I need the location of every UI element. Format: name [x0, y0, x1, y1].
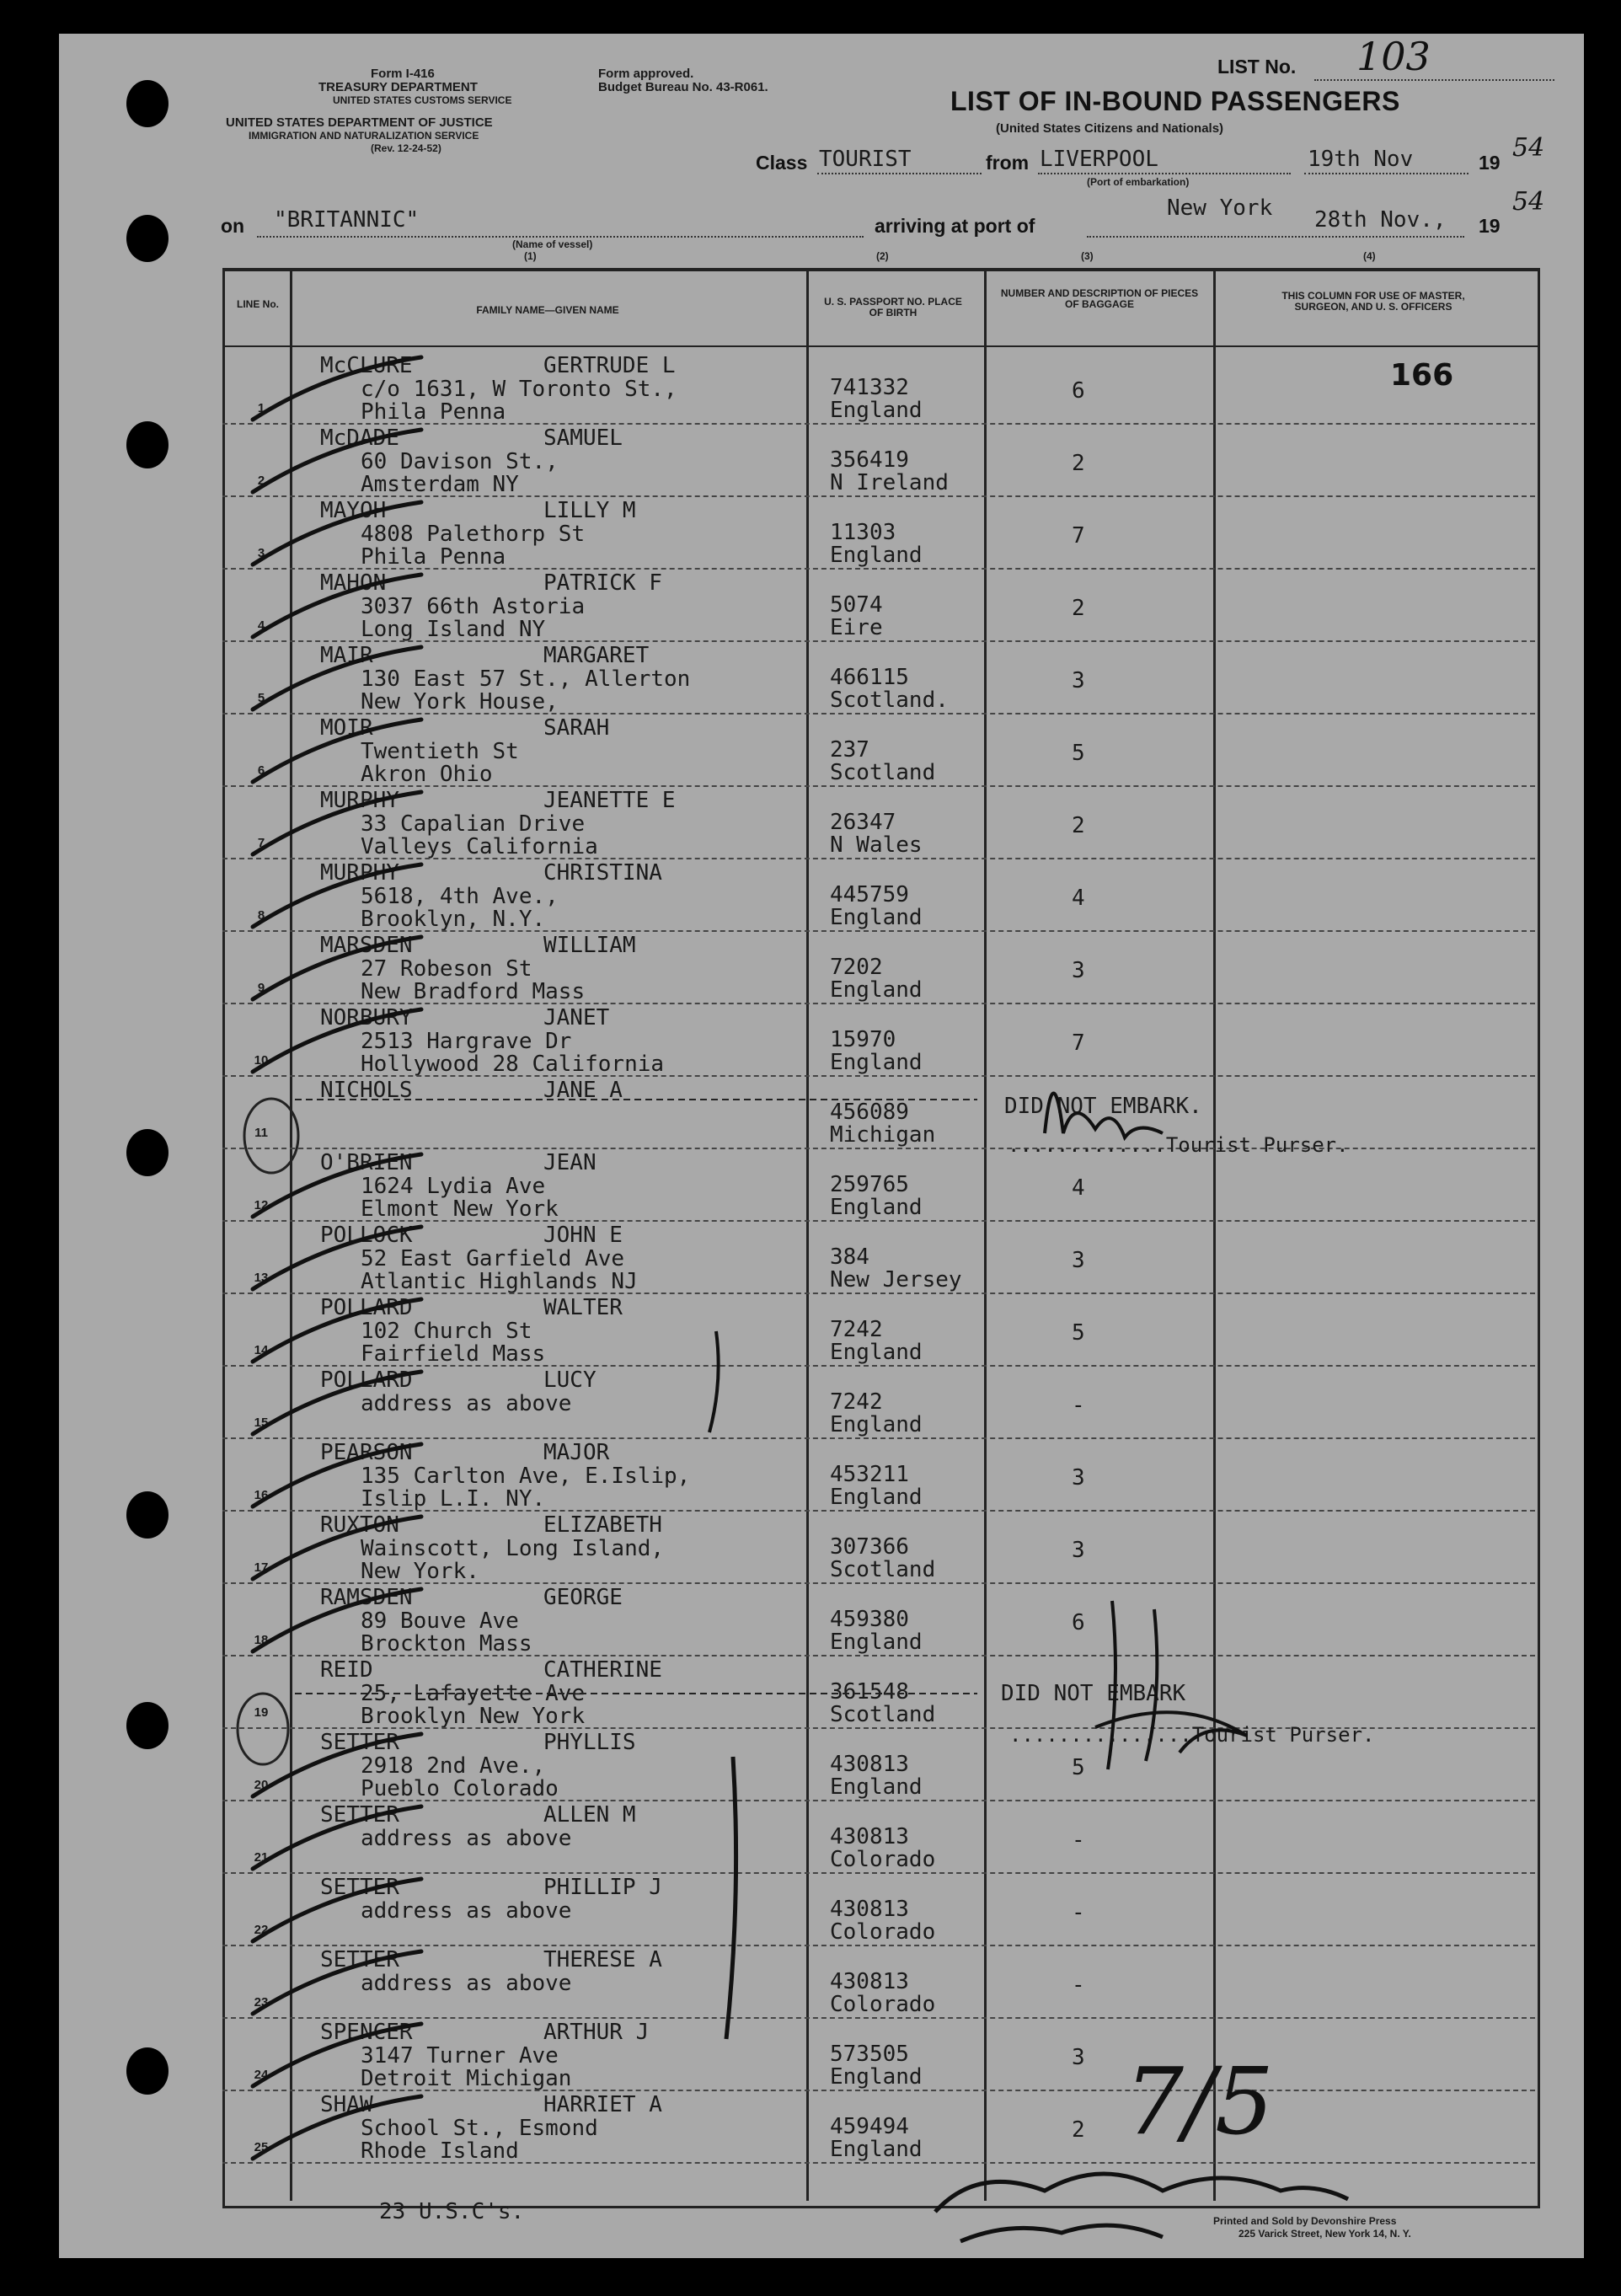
- baggage-count: 5: [1072, 1320, 1085, 1346]
- address-line-2: New York House,: [361, 689, 559, 714]
- passport-number: 384: [830, 1244, 869, 1270]
- family-name: POLLARD: [320, 1295, 413, 1320]
- place-of-birth: England: [830, 1485, 923, 1510]
- place-of-birth: Scotland: [830, 760, 936, 785]
- given-name: THERESE A: [543, 1947, 662, 1972]
- address-line-1: 130 East 57 St., Allerton: [361, 666, 691, 692]
- given-name: JANE A: [543, 1078, 623, 1103]
- given-name: JANET: [543, 1005, 610, 1030]
- revision: (Rev. 12-24-52): [371, 142, 441, 154]
- family-name: POLLOCK: [320, 1223, 413, 1248]
- line-number: 21: [254, 1850, 269, 1865]
- class-value: TOURIST: [819, 147, 912, 172]
- address-line-1: 5618, 4th Ave.,: [361, 884, 559, 909]
- address-line-1: c/o 1631, W Toronto St.,: [361, 377, 677, 402]
- given-name: MARGARET: [543, 643, 650, 668]
- place-of-birth: England: [830, 1774, 923, 1800]
- address-line-1: 25, Lafayette Ave: [361, 1681, 586, 1706]
- place-of-birth: England: [830, 1340, 923, 1365]
- line-number: 11: [254, 1126, 268, 1140]
- from-label: from: [986, 152, 1030, 174]
- did-not-embark-note: DID NOT EMBARK.: [1004, 1094, 1202, 1119]
- baggage-count: -: [1072, 1393, 1085, 1418]
- family-name: MURPHY: [320, 860, 399, 886]
- form-approved: Form approved.: [598, 67, 694, 81]
- checkmark: [253, 647, 421, 709]
- address-line-2: Valleys California: [361, 834, 598, 859]
- address-line-2: Islip L.I. NY.: [361, 1486, 546, 1512]
- passport-number: 573505: [830, 2042, 909, 2067]
- line-number: 10: [254, 1053, 269, 1068]
- column-4-number: (4): [1363, 250, 1376, 262]
- place-of-birth: Eire: [830, 615, 883, 640]
- passport-number: 307366: [830, 1534, 909, 1560]
- address-line-1: 52 East Garfield Ave: [361, 1246, 625, 1271]
- place-of-birth: Colorado: [830, 1847, 936, 1872]
- passport-number: 456089: [830, 1100, 909, 1125]
- checkmark: [253, 1806, 421, 1869]
- given-name: WALTER: [543, 1295, 623, 1320]
- checkmark: [253, 502, 421, 565]
- family-name: McCLURE: [320, 353, 413, 378]
- address-line-1: address as above: [361, 1826, 572, 1851]
- address-line-2: Hollywood 28 California: [361, 1052, 665, 1077]
- family-name: McDADE: [320, 425, 399, 451]
- baggage-count: 3: [1072, 1538, 1085, 1563]
- address-line-1: 1624 Lydia Ave: [361, 1174, 546, 1199]
- form-subtitle: (United States Citizens and Nationals): [996, 121, 1224, 136]
- passport-number: 259765: [830, 1172, 909, 1197]
- passport-number: 453211: [830, 1462, 909, 1487]
- address-line-1: 3037 66th Astoria: [361, 594, 586, 619]
- line-number: 17: [254, 1560, 269, 1575]
- address-line-1: 102 Church St: [361, 1319, 532, 1344]
- address-line-2: Brooklyn New York: [361, 1704, 586, 1729]
- address-line-2: Fairfield Mass: [361, 1341, 546, 1367]
- baggage-count: 3: [1072, 1465, 1085, 1491]
- passport-number: 430813: [830, 1752, 909, 1777]
- on-label: on: [221, 215, 245, 237]
- checkmark: [253, 1517, 421, 1579]
- did-not-embark-note: DID NOT EMBARK: [1001, 1681, 1186, 1706]
- officers-count: 166: [1390, 358, 1454, 393]
- checkmark: [253, 1589, 421, 1651]
- list-no-label: LIST No.: [1217, 56, 1297, 78]
- department: TREASURY DEPARTMENT: [318, 80, 478, 94]
- family-name: MARSDEN: [320, 933, 413, 958]
- line-number: 20: [254, 1778, 269, 1792]
- passport-number: 741332: [830, 375, 909, 400]
- col-name-header: FAMILY NAME—GIVEN NAME: [476, 304, 619, 316]
- baggage-count: 3: [1072, 668, 1085, 693]
- line-number: 8: [257, 908, 265, 923]
- address-line-2: Akron Ohio: [361, 762, 493, 787]
- address-line-1: 89 Bouve Ave: [361, 1608, 519, 1634]
- baggage-count: 7: [1072, 1030, 1085, 1056]
- checkmark: [253, 1372, 421, 1434]
- departure-year: 54: [1512, 133, 1545, 163]
- address-line-2: Brooklyn, N.Y.: [361, 907, 546, 932]
- given-name: PHYLLIS: [543, 1730, 636, 1755]
- baggage-count: -: [1072, 1900, 1085, 1925]
- vessel-name: "BRITANNIC": [274, 207, 420, 233]
- family-name: REID: [320, 1657, 373, 1683]
- place-of-birth: England: [830, 398, 923, 423]
- given-name: JEAN: [543, 1150, 597, 1175]
- family-name: PEARSON: [320, 1440, 413, 1465]
- baggage-count: 5: [1072, 1755, 1085, 1780]
- checkmark: [253, 1879, 421, 1941]
- place-of-birth: Scotland: [830, 1702, 936, 1727]
- place-of-birth: Scotland: [830, 1557, 936, 1582]
- line-number: 12: [254, 1198, 269, 1212]
- address-line-1: 2513 Hargrave Dr: [361, 1029, 572, 1054]
- passport-number: 7242: [830, 1317, 883, 1342]
- line-number: 9: [257, 981, 265, 995]
- family-name: SPENCER: [320, 2020, 413, 2045]
- family-name: SHAW: [320, 2092, 373, 2117]
- address-line-1: 3147 Turner Ave: [361, 2043, 559, 2069]
- place-of-birth: N Wales: [830, 832, 923, 858]
- given-name: SAMUEL: [543, 425, 623, 451]
- departure-date: 19th Nov: [1308, 147, 1414, 172]
- col-line-header: LINE No.: [237, 298, 279, 310]
- checkmark: [253, 2096, 421, 2159]
- place-of-birth: England: [830, 1412, 923, 1437]
- line-number: 25: [254, 2140, 269, 2154]
- family-name: MAIR: [320, 643, 373, 668]
- line-number: 3: [257, 546, 265, 560]
- baggage-count: 2: [1072, 596, 1085, 621]
- arrival-year-prefix: 19: [1479, 215, 1501, 237]
- given-name: GERTRUDE L: [543, 353, 676, 378]
- baggage-count: 4: [1072, 886, 1085, 911]
- address-line-1: Twentieth St: [361, 739, 519, 764]
- family-name: SETTER: [320, 1947, 399, 1972]
- address-line-2: Phila Penna: [361, 399, 506, 425]
- passport-number: 459380: [830, 1607, 909, 1632]
- address-line-2: Amsterdam NY: [361, 472, 519, 497]
- address-line-1: 33 Capalian Drive: [361, 811, 586, 837]
- address-line-2: Detroit Michigan: [361, 2066, 572, 2091]
- checkmark: [253, 1444, 421, 1507]
- passport-number: 459494: [830, 2114, 909, 2139]
- line-number: 19: [254, 1705, 269, 1720]
- place-of-birth: England: [830, 977, 923, 1003]
- given-name: MAJOR: [543, 1440, 610, 1465]
- arrival-date: 28th Nov.,: [1314, 207, 1447, 233]
- baggage-count: 6: [1072, 1610, 1085, 1635]
- line-number: 4: [257, 618, 265, 633]
- col-officers-header: THIS COLUMN FOR USE OF MASTER, SURGEON, AND U. S. OFFICERS: [1281, 290, 1465, 313]
- family-name: POLLARD: [320, 1367, 413, 1393]
- column-2-number: (2): [876, 250, 889, 262]
- address-line-1: address as above: [361, 1391, 572, 1416]
- checkmark: [253, 430, 421, 492]
- address-line-1: School St., Esmond: [361, 2116, 598, 2141]
- ins-service: IMMIGRATION AND NATURALIZATION SERVICE: [249, 130, 479, 142]
- column-3-number: (3): [1081, 250, 1094, 262]
- col-passport-header: U. S. PASSPORT NO. PLACE OF BIRTH: [824, 296, 962, 318]
- address-line-1: address as above: [361, 1971, 572, 1996]
- family-name: RUXTON: [320, 1512, 399, 1538]
- given-name: PATRICK F: [543, 570, 662, 596]
- line-number: 16: [254, 1488, 269, 1502]
- passport-number: 430813: [830, 1969, 909, 1994]
- line-number: 22: [254, 1923, 269, 1937]
- given-name: ELIZABETH: [543, 1512, 662, 1538]
- address-line-1: 60 Davison St.,: [361, 449, 559, 474]
- passport-number: 466115: [830, 665, 909, 690]
- checkmark: [253, 575, 421, 637]
- address-line-1: 27 Robeson St: [361, 956, 532, 982]
- departure-year-prefix: 19: [1479, 152, 1501, 174]
- arrival-year: 54: [1512, 187, 1545, 217]
- place-of-birth: Michigan: [830, 1122, 936, 1148]
- address-line-1: 4808 Palethorp St: [361, 522, 586, 547]
- address-line-2: Elmont New York: [361, 1196, 559, 1222]
- family-name: SETTER: [320, 1875, 399, 1900]
- baggage-count: 2: [1072, 2117, 1085, 2143]
- line-number: 2: [257, 474, 265, 488]
- embarkation-note: (Port of embarkation): [1087, 176, 1190, 188]
- passport-number: 361548: [830, 1679, 909, 1705]
- address-line-2: New York.: [361, 1559, 479, 1584]
- checkmark: [253, 1951, 421, 2014]
- arriving-label: arriving at port of: [875, 215, 1035, 237]
- customs-service: UNITED STATES CUSTOMS SERVICE: [333, 94, 512, 106]
- address-line-1: 2918 2nd Ave.,: [361, 1753, 546, 1779]
- place-of-birth: England: [830, 2137, 923, 2162]
- family-name: MAHON: [320, 570, 387, 596]
- place-of-birth: Colorado: [830, 1992, 936, 2017]
- baggage-count: 7: [1072, 523, 1085, 549]
- address-line-2: Brockton Mass: [361, 1631, 532, 1656]
- passport-number: 356419: [830, 447, 909, 473]
- checkmark: [253, 1299, 421, 1362]
- given-name: SARAH: [543, 715, 610, 741]
- place-of-birth: England: [830, 2064, 923, 2090]
- baggage-count: 3: [1072, 1248, 1085, 1273]
- passport-number: 237: [830, 737, 869, 763]
- given-name: JEANETTE E: [543, 788, 676, 813]
- family-name: MAYOH: [320, 498, 387, 523]
- vessel-note: (Name of vessel): [512, 238, 593, 250]
- checkmark: [253, 1734, 421, 1796]
- passport-number: 5074: [830, 592, 883, 618]
- checkmark: [253, 1227, 421, 1289]
- passport-number: 11303: [830, 520, 896, 545]
- line-number: 13: [254, 1271, 269, 1285]
- place-of-birth: England: [830, 1195, 923, 1220]
- line-number: 7: [257, 836, 265, 850]
- given-name: WILLIAM: [543, 933, 636, 958]
- place-of-birth: England: [830, 905, 923, 930]
- address-line-1: 135 Carlton Ave, E.Islip,: [361, 1464, 691, 1489]
- printer-address: 225 Varick Street, New York 14, N. Y.: [1238, 2228, 1411, 2240]
- baggage-count: -: [1072, 1828, 1085, 1853]
- place-of-birth: Colorado: [830, 1919, 936, 1945]
- total-count: 23 U.S.C's.: [379, 2199, 525, 2224]
- given-name: GEORGE: [543, 1585, 623, 1610]
- purser-note: .............Tourist Purser.: [1008, 1133, 1349, 1157]
- family-name: NORBURY: [320, 1005, 413, 1030]
- checkmark: [253, 864, 421, 927]
- baggage-count: 3: [1072, 958, 1085, 983]
- line-number: 6: [257, 763, 265, 778]
- printer-line: Printed and Sold by Devonshire Press: [1213, 2215, 1397, 2227]
- line-number: 24: [254, 2068, 269, 2082]
- passport-number: 430813: [830, 1897, 909, 1922]
- form-title: LIST OF IN-BOUND PASSENGERS: [950, 86, 1400, 116]
- purser-note: ...............Tourist Purser.: [1009, 1723, 1375, 1747]
- baggage-count: 3: [1072, 2045, 1085, 2070]
- passport-number: 26347: [830, 810, 896, 835]
- given-name: LUCY: [543, 1367, 597, 1393]
- place-of-birth: N Ireland: [830, 470, 949, 495]
- family-name: SETTER: [320, 1802, 399, 1828]
- checkmark: [253, 937, 421, 999]
- column-1-number: (1): [524, 250, 537, 262]
- baggage-count: 6: [1072, 378, 1085, 404]
- checkmark: [253, 1009, 421, 1072]
- place-of-birth: England: [830, 1050, 923, 1075]
- baggage-count: 4: [1072, 1175, 1085, 1201]
- line-number: 18: [254, 1633, 269, 1647]
- form-number: Form I-416: [371, 67, 435, 81]
- family-name: MURPHY: [320, 788, 399, 813]
- checkmark: [253, 2024, 421, 2086]
- col-baggage-header: NUMBER AND DESCRIPTION OF PIECES OF BAGGAGE: [1000, 287, 1199, 310]
- address-line-2: Pueblo Colorado: [361, 1776, 559, 1801]
- given-name: JOHN E: [543, 1223, 623, 1248]
- checkmark: [253, 720, 421, 782]
- passport-number: 430813: [830, 1824, 909, 1849]
- arrival-port: New York: [1167, 195, 1273, 221]
- checkmark: [253, 357, 421, 420]
- passport-number: 7242: [830, 1389, 883, 1415]
- line-number: 1: [257, 401, 265, 415]
- family-name: MOIR: [320, 715, 373, 741]
- passport-number: 445759: [830, 882, 909, 907]
- given-name: PHILLIP J: [543, 1875, 662, 1900]
- address-line-1: Wainscott, Long Island,: [361, 1536, 665, 1561]
- family-name: NICHOLS: [320, 1078, 413, 1103]
- line-number: 14: [254, 1343, 269, 1357]
- given-name: LILLY M: [543, 498, 636, 523]
- budget-bureau: Budget Bureau No. 43-R061.: [598, 80, 768, 94]
- family-name: SETTER: [320, 1730, 399, 1755]
- baggage-count: 2: [1072, 451, 1085, 476]
- address-line-2: Atlantic Highlands NJ: [361, 1269, 638, 1294]
- given-name: ARTHUR J: [543, 2020, 650, 2045]
- department-justice: UNITED STATES DEPARTMENT OF JUSTICE: [226, 115, 493, 130]
- list-number: 103: [1356, 34, 1431, 79]
- place-of-birth: England: [830, 543, 923, 568]
- handwritten-count: 7/5: [1125, 2047, 1275, 2155]
- place-of-birth: England: [830, 1630, 923, 1655]
- baggage-count: -: [1072, 1972, 1085, 1998]
- given-name: HARRIET A: [543, 2092, 662, 2117]
- given-name: ALLEN M: [543, 1802, 636, 1828]
- address-line-2: New Bradford Mass: [361, 979, 586, 1004]
- family-name: RAMSDEN: [320, 1585, 413, 1610]
- address-line-2: Rhode Island: [361, 2138, 519, 2164]
- line-number: 23: [254, 1995, 269, 2010]
- baggage-count: 2: [1072, 813, 1085, 838]
- given-name: CHRISTINA: [543, 860, 662, 886]
- class-label: Class: [756, 152, 808, 174]
- family-name: O'BRIEN: [320, 1150, 413, 1175]
- baggage-count: 5: [1072, 741, 1085, 766]
- port-of-embarkation: LIVERPOOL: [1040, 147, 1158, 172]
- checkmark: [253, 1154, 421, 1217]
- place-of-birth: New Jersey: [830, 1267, 962, 1293]
- checkmark: [253, 792, 421, 854]
- address-line-2: Long Island NY: [361, 617, 546, 642]
- address-line-2: Phila Penna: [361, 544, 506, 570]
- place-of-birth: Scotland.: [830, 688, 949, 713]
- passport-number: 7202: [830, 955, 883, 980]
- passport-number: 15970: [830, 1027, 896, 1052]
- given-name: CATHERINE: [543, 1657, 662, 1683]
- line-number: 5: [257, 691, 265, 705]
- line-number: 15: [254, 1416, 269, 1430]
- address-line-1: address as above: [361, 1898, 572, 1924]
